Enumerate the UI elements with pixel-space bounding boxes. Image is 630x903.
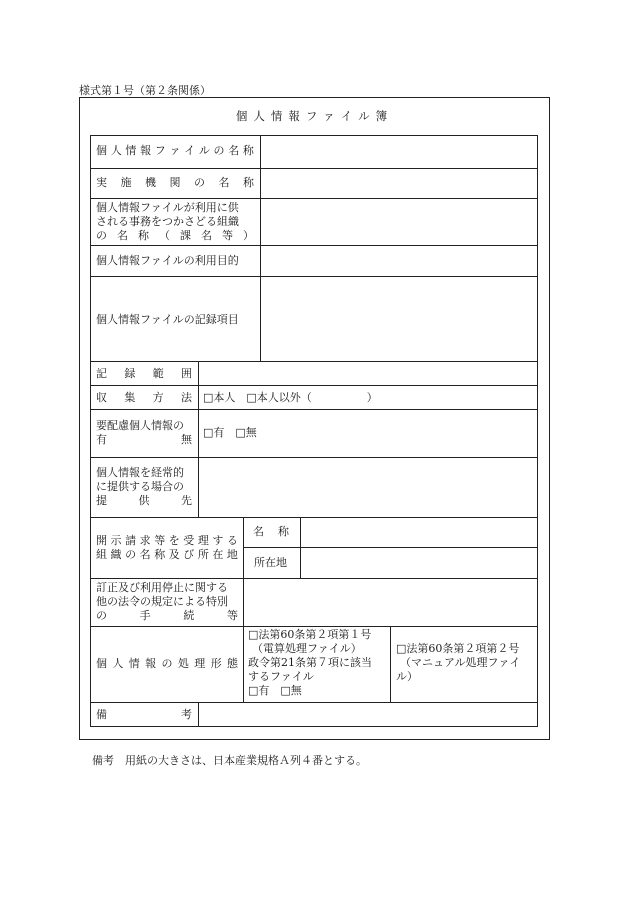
- form-title: 個人情報ファイル簿: [235, 109, 394, 123]
- row-remarks-value-cell[interactable]: [198, 702, 538, 727]
- row-file-name-value-cell[interactable]: [260, 135, 538, 169]
- processing-right-text: □法第60条第２項第２号 （マニュアル処理ファイ ル）: [396, 642, 521, 683]
- provide-label: 個人情報を経常的 に提供する場合の 提 供 先: [96, 466, 192, 507]
- form-number-label: 様式第１号（第２条関係）: [79, 84, 211, 97]
- row-provide-value-cell[interactable]: [198, 457, 538, 518]
- footer-note: 備考 用紙の大きさは、日本産業規格Ａ列４番とする。: [92, 754, 367, 767]
- special-label: 要配慮個人情報の 有 無: [96, 419, 192, 446]
- row-disclosure-name-value-cell[interactable]: [300, 517, 538, 548]
- disclosure-label: 開 示 請 求 等 を 受 理 す る 組 織 の 名 称 及 び 所 在 地: [96, 534, 238, 561]
- agency-label: 実 施 機 関 の 名 称: [96, 176, 254, 189]
- processing-left-text: □法第60条第２項第１号 （電算処理ファイル） 政令第21条第７項に該当 するファイル □有 □無: [248, 628, 372, 697]
- special-value[interactable]: □有 □無: [203, 426, 257, 439]
- correction-label: 訂正及び利用停止に関する 他の法令の規定による特別 の 手 続 等: [96, 581, 238, 622]
- row-disclosure-address-value-cell[interactable]: [300, 547, 538, 579]
- row-correction-value-cell[interactable]: [243, 578, 538, 627]
- remarks-label: 備 考: [96, 708, 192, 721]
- method-value[interactable]: □本人 □本人以外（ ）: [203, 391, 378, 404]
- row-agency-value-cell[interactable]: [260, 168, 538, 199]
- disclosure-name-label: 名 称: [253, 525, 289, 538]
- items-label: 個人情報ファイルの記録項目: [96, 313, 239, 326]
- row-purpose-value-cell[interactable]: [260, 245, 538, 277]
- processing-label: 個 人 情 報 の 処 理 形 態: [96, 657, 238, 670]
- org-label: 個人情報ファイルが利用に供 される事務をつかさどる組織 の 名 称 （ 課 名 等 ）: [96, 201, 254, 242]
- disclosure-address-label: 所在地: [254, 556, 287, 569]
- row-scope-value-cell[interactable]: [198, 361, 538, 386]
- purpose-label: 個人情報ファイルの利用目的: [96, 254, 239, 267]
- scope-label: 記 録 範 囲: [96, 367, 192, 380]
- row-org-value-cell[interactable]: [260, 198, 538, 246]
- row-items-value-cell[interactable]: [260, 276, 538, 362]
- file-name-label: 個 人 情 報 フ ァ イ ル の 名 称: [96, 144, 254, 157]
- method-label: 収 集 方 法: [96, 391, 192, 404]
